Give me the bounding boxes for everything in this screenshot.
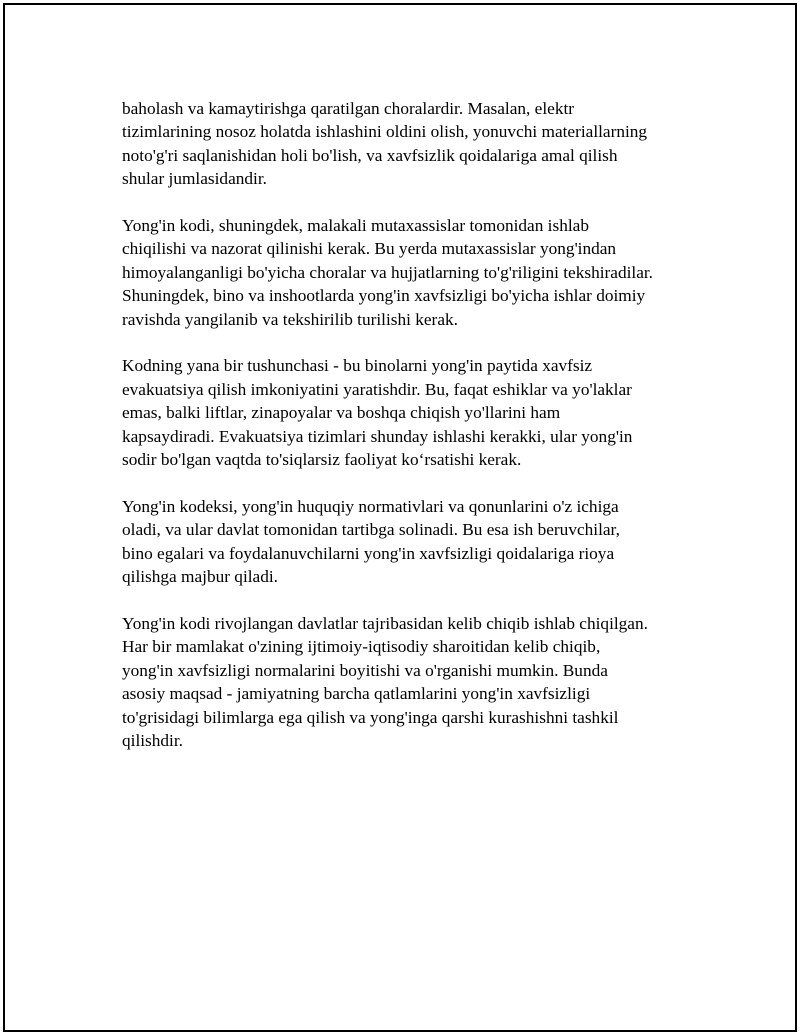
text-line: oladi, va ular davlat tomonidan tartibga solinadi. Bu esa ish beruvchilar,: [122, 520, 620, 540]
text-line: tizimlarining nosoz holatda ishlashini oldini olish, yonuvchi materiallarning: [122, 122, 648, 142]
page-frame: [3, 3, 797, 1032]
text-line: baholash va kamaytirishga qaratilgan choralardir. Masalan, elektr: [122, 99, 575, 118]
paragraph-1: [122, 97, 712, 191]
text-line: kapsaydiradi. Evakuatsiya tizimlari shunday ishlashi kerakki, ular yong'in: [122, 426, 633, 446]
text-line: Har bir mamlakat o'zining ijtimoiy-iqtisodiy sharoitidan kelib chiqib,: [122, 637, 601, 657]
text-line: himoyalanganligi bo'yicha choralar va hujjatlarning to'g'riligini tekshiradilar.: [122, 262, 653, 282]
text-line: sodir bo'lgan vaqtda to'siqlarsiz faoliyat ko‘rsatishi kerak.: [122, 450, 522, 470]
text-line: chiqilishi va nazorat qilinishi kerak. Bu yerda mutaxassislar yong'indan: [122, 239, 617, 259]
text-line: ravishda yangilanib va tekshirilib turilishi kerak.: [122, 309, 458, 329]
text-line: Kodning yana bir tushunchasi - bu binolarni yong'in paytida xavfsiz: [122, 356, 593, 376]
paragraph-3: [122, 354, 712, 471]
text-line: qilishga majbur qiladi.: [122, 567, 278, 587]
text-line: yong'in xavfsizligi normalarini boyitishi va o'rganishi mumkin. Bunda: [122, 660, 608, 680]
text-line: evakuatsiya qilish imkoniyatini yaratishdir. Bu, faqat eshiklar va yo'laklar: [122, 379, 632, 399]
paragraph-5: [122, 612, 712, 752]
text-line: qilishdir.: [122, 730, 183, 750]
text-line: shular jumlasidandir.: [122, 169, 267, 189]
text-line: noto'g'ri saqlanishidan holi bo'lish, va xavfsizlik qoidalariga amal qilish: [122, 145, 618, 165]
text-line: Shuningdek, bino va inshootlarda yong'in xavfsizligi bo'yicha ishlar doimiy: [122, 286, 646, 306]
text-line: Yong'in kodi rivojlangan davlatlar tajribasidan kelib chiqib ishlab chiqilgan.: [122, 613, 648, 633]
paragraph-2: [122, 214, 712, 331]
text-line: Yong'in kodeksi, yong'in huquqiy normativlari va qonunlarini o'z ichiga: [122, 496, 619, 516]
paragraph-4: [122, 495, 712, 589]
text-line: bino egalari va foydalanuvchilarni yong'in xavfsizligi qoidalariga rioya: [122, 543, 615, 563]
text-line: to'grisidagi bilimlarga ega qilish va yong'inga qarshi kurashishni tashkil: [122, 707, 619, 727]
text-line: emas, balki liftlar, zinapoyalar va boshqa chiqish yo'llarini ham: [122, 403, 561, 423]
document-body: [122, 97, 712, 776]
text-line: Yong'in kodi, shuningdek, malakali mutaxassislar tomonidan ishlab: [122, 216, 589, 236]
text-line: asosiy maqsad - jamiyatning barcha qatlamlarini yong'in xavfsizligi: [122, 684, 591, 704]
